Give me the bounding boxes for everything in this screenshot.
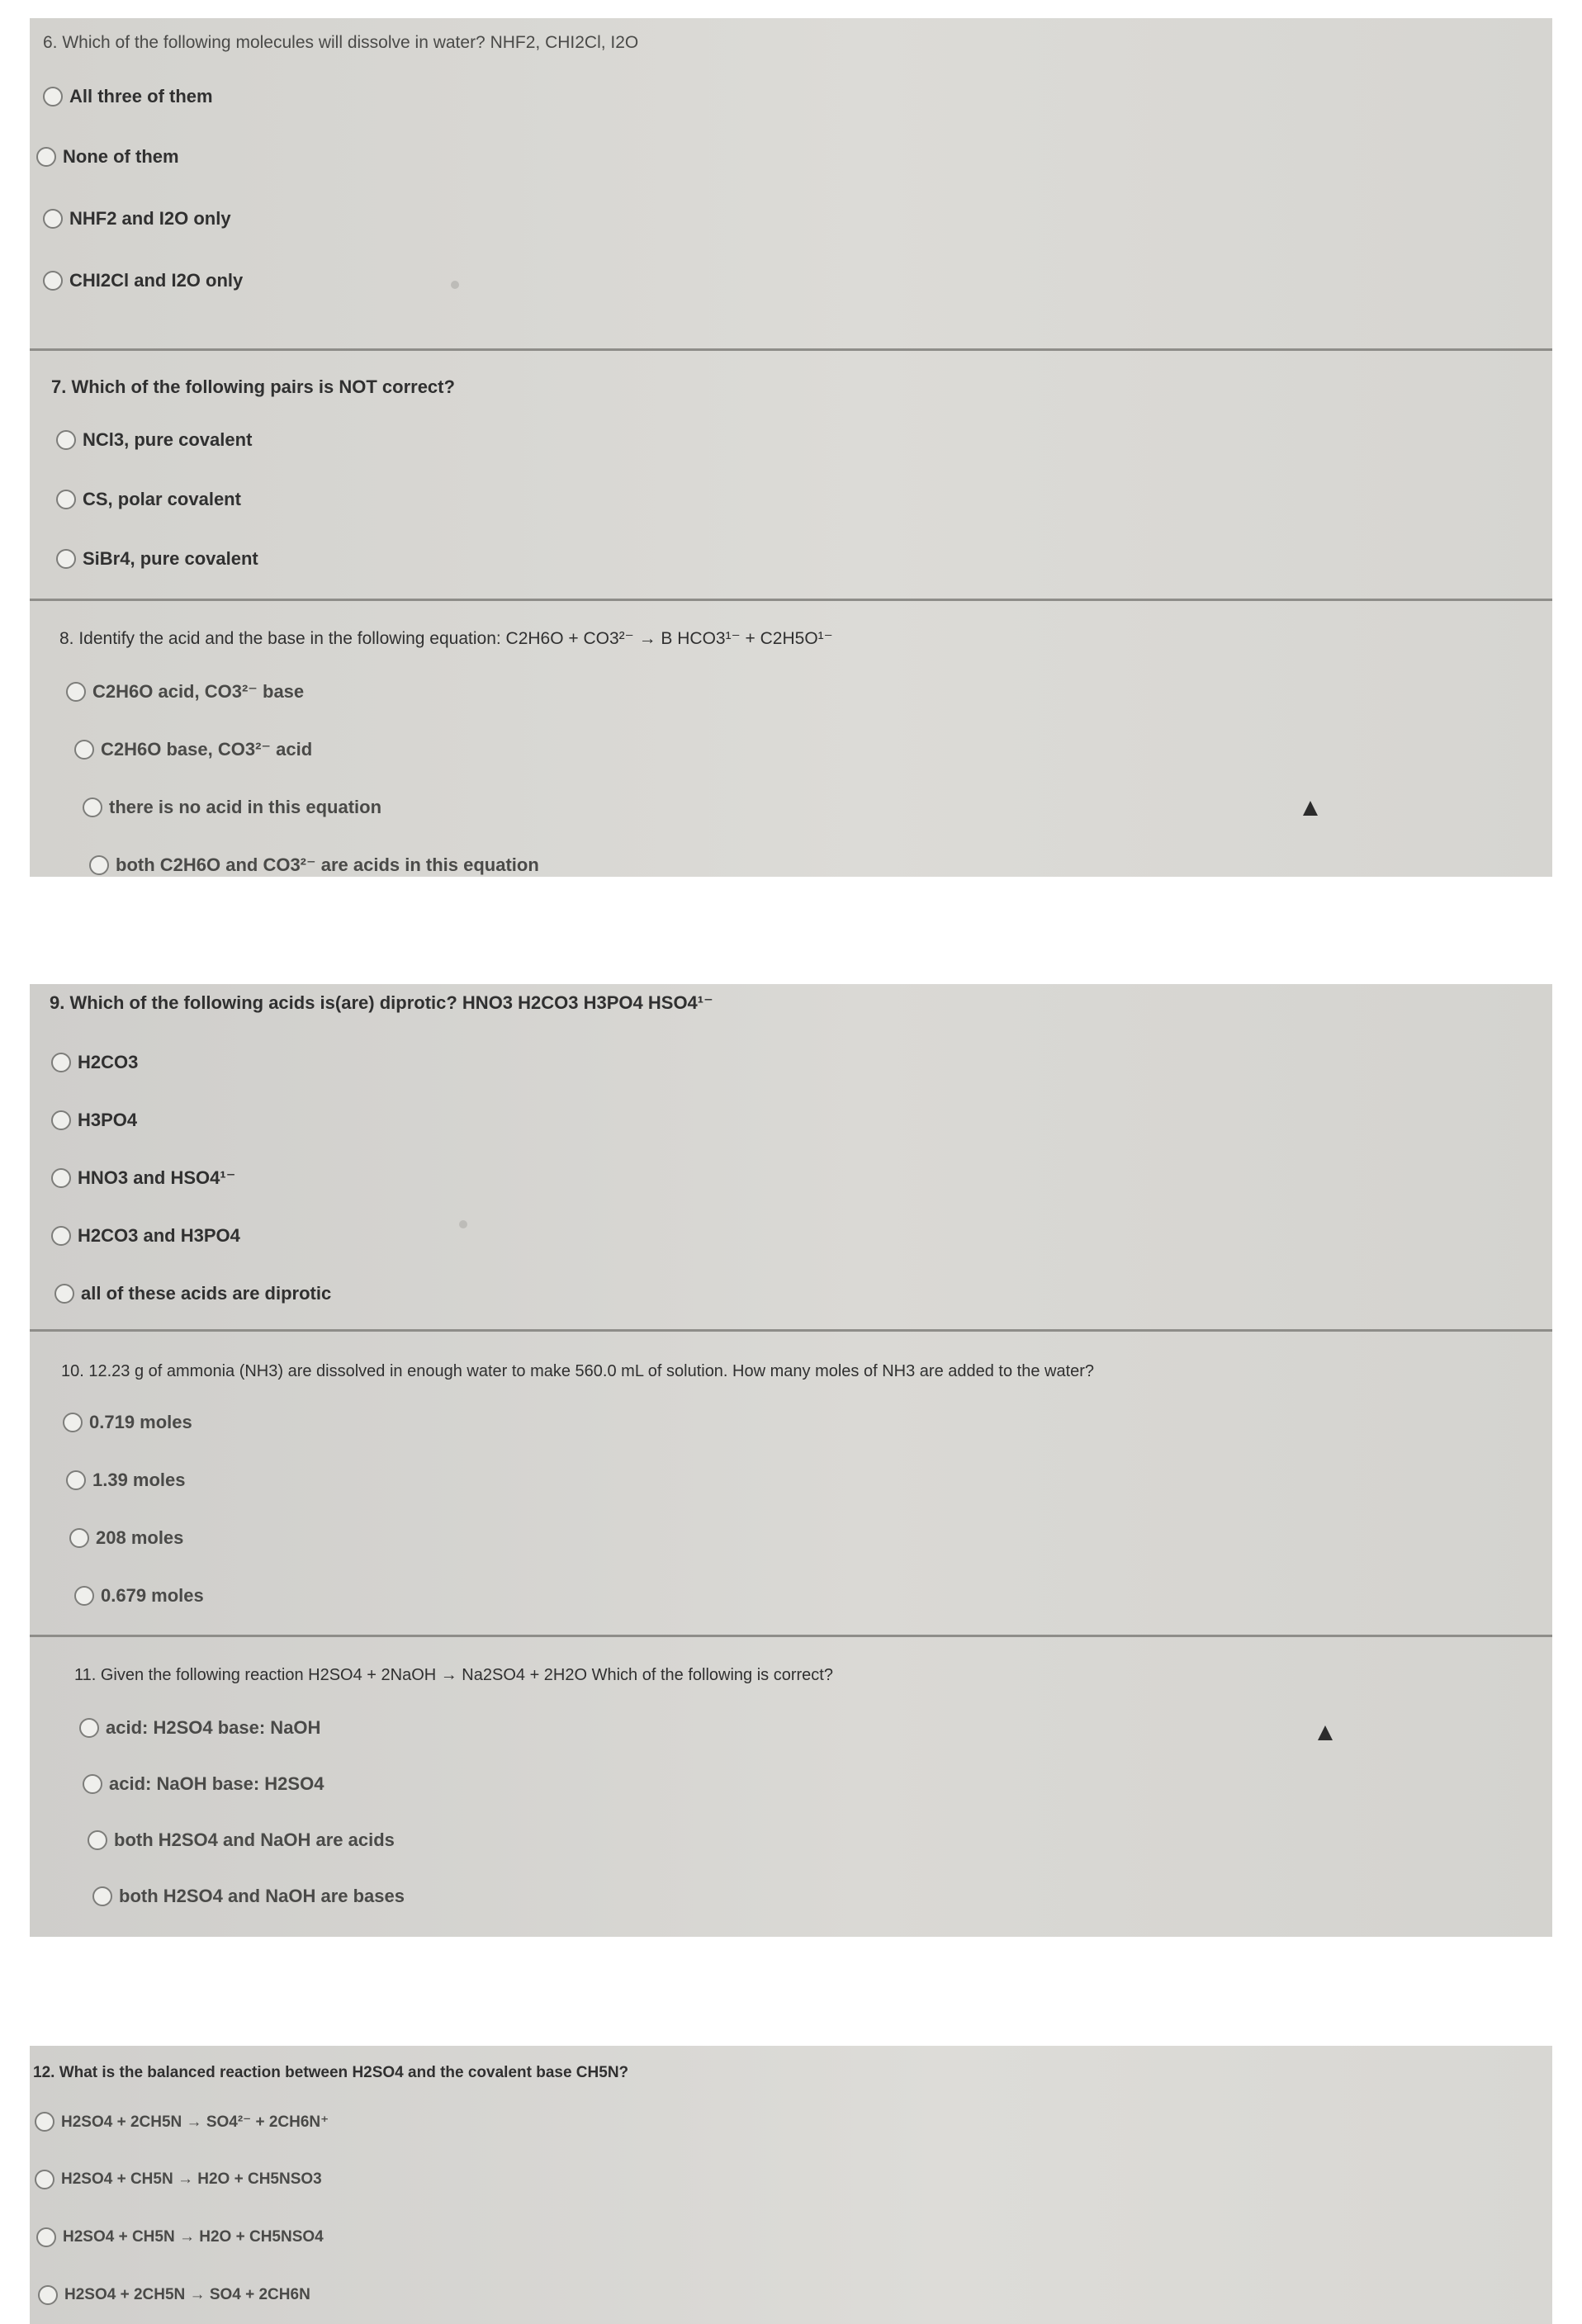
answer-option[interactable] [88, 1829, 395, 1851]
radio-icon[interactable] [56, 490, 76, 509]
radio-icon[interactable] [35, 2112, 54, 2132]
radio-icon[interactable] [51, 1053, 71, 1072]
radio-icon[interactable] [83, 1774, 102, 1794]
answer-option[interactable] [56, 489, 241, 510]
answer-option[interactable] [74, 1585, 204, 1607]
option-label: SiBr4, pure covalent [83, 548, 258, 569]
screenshot-panel-1 [30, 18, 1552, 877]
answer-option[interactable] [51, 1225, 240, 1247]
screenshot-panel-2 [30, 984, 1552, 1937]
question-prompt: 8. Identify the acid and the base in the following equation: C2H6O + CO3²⁻ → B HCO3¹⁻ + C2H5O¹⁻ [59, 629, 833, 648]
answer-option[interactable] [51, 1110, 137, 1131]
radio-icon[interactable] [51, 1226, 71, 1246]
answer-option[interactable] [43, 270, 243, 291]
question-prompt: 12. What is the balanced reaction between H2SO4 and the covalent base CH5N? [33, 2064, 629, 2081]
answer-option[interactable] [43, 86, 213, 107]
radio-icon[interactable] [83, 798, 102, 817]
option-label: H2SO4 + 2CH5N → SO4²⁻ + 2CH6N⁺ [61, 2113, 329, 2131]
option-label: acid: H2SO4 base: NaOH [106, 1717, 321, 1738]
question-prompt: 6. Which of the following molecules will dissolve in water? NHF2, CHI2Cl, I2O [43, 33, 639, 52]
radio-icon[interactable] [43, 271, 63, 291]
option-label: acid: NaOH base: H2SO4 [109, 1773, 324, 1794]
option-label: 0.719 moles [89, 1412, 192, 1432]
answer-option[interactable] [79, 1717, 320, 1739]
question-divider [30, 1635, 1552, 1637]
option-label: H2CO3 [78, 1052, 139, 1072]
radio-icon[interactable] [43, 209, 63, 229]
radio-icon[interactable] [89, 855, 109, 875]
answer-option[interactable] [56, 429, 252, 451]
smudge-mark [451, 281, 459, 289]
radio-icon[interactable] [56, 430, 76, 450]
question-divider [30, 1329, 1552, 1332]
option-label: C2H6O base, CO3²⁻ acid [101, 739, 313, 760]
question-prompt: 10. 12.23 g of ammonia (NH3) are dissolved in enough water to make 560.0 mL of solution. How many moles of NH3 are added to the water? [61, 1362, 1095, 1380]
radio-icon[interactable] [66, 1470, 86, 1490]
question-divider [30, 348, 1552, 351]
option-label: HNO3 and HSO4¹⁻ [78, 1167, 236, 1188]
option-label: C2H6O acid, CO3²⁻ base [92, 681, 305, 702]
radio-icon[interactable] [51, 1110, 71, 1130]
radio-icon[interactable] [38, 2285, 58, 2305]
option-label: 1.39 moles [92, 1470, 186, 1490]
radio-icon[interactable] [36, 2227, 56, 2247]
radio-icon[interactable] [79, 1718, 99, 1738]
option-label: both H2SO4 and NaOH are bases [119, 1886, 405, 1906]
option-label: H2CO3 and H3PO4 [78, 1225, 240, 1246]
screenshot-panel-3 [30, 2046, 1552, 2324]
answer-option[interactable] [89, 854, 539, 876]
question-prompt: 7. Which of the following pairs is NOT correct? [51, 376, 455, 397]
radio-icon[interactable] [35, 2170, 54, 2189]
smudge-mark [459, 1220, 467, 1228]
answer-option[interactable] [83, 1773, 324, 1795]
answer-option[interactable] [43, 208, 231, 230]
option-label: all of these acids are diprotic [81, 1283, 332, 1304]
radio-icon[interactable] [36, 147, 56, 167]
radio-icon[interactable] [66, 682, 86, 702]
radio-icon[interactable] [63, 1413, 83, 1432]
radio-icon[interactable] [54, 1284, 74, 1304]
option-label: CHI2Cl and I2O only [69, 270, 244, 291]
answer-option[interactable] [92, 1886, 405, 1907]
option-label: H2SO4 + 2CH5N → SO4 + 2CH6N [64, 2286, 310, 2303]
question-prompt: 9. Which of the following acids is(are) diprotic? HNO3 H2CO3 H3PO4 HSO4¹⁻ [50, 992, 713, 1013]
option-label: 208 moles [96, 1527, 184, 1548]
question-divider [30, 599, 1552, 601]
mouse-cursor-icon [1318, 1725, 1333, 1740]
answer-option[interactable] [51, 1167, 235, 1189]
option-label: H2SO4 + CH5N → H2O + CH5NSO4 [63, 2228, 324, 2246]
radio-icon[interactable] [92, 1886, 112, 1906]
radio-icon[interactable] [74, 1586, 94, 1606]
answer-option[interactable] [38, 2285, 310, 2305]
answer-option[interactable] [66, 1470, 186, 1491]
answer-option[interactable] [63, 1412, 192, 1433]
answer-option[interactable] [74, 739, 312, 760]
question-prompt: 11. Given the following reaction H2SO4 + 2NaOH → Na2SO4 + 2H2O Which of the following is correct? [74, 1666, 833, 1684]
radio-icon[interactable] [74, 740, 94, 760]
option-label: 0.679 moles [101, 1585, 204, 1606]
option-label: None of them [63, 146, 179, 167]
radio-icon[interactable] [56, 549, 76, 569]
option-label: H2SO4 + CH5N → H2O + CH5NSO3 [61, 2170, 322, 2188]
answer-option[interactable] [35, 2112, 329, 2132]
answer-option[interactable] [54, 1283, 331, 1304]
radio-icon[interactable] [51, 1168, 71, 1188]
option-label: All three of them [69, 86, 213, 106]
answer-option[interactable] [51, 1052, 138, 1073]
radio-icon[interactable] [69, 1528, 89, 1548]
option-label: H3PO4 [78, 1110, 138, 1130]
option-label: there is no acid in this equation [109, 797, 382, 817]
option-label: both C2H6O and CO3²⁻ are acids in this equation [116, 854, 539, 875]
answer-option[interactable] [83, 797, 381, 818]
option-label: NCl3, pure covalent [83, 429, 253, 450]
answer-option[interactable] [35, 2170, 322, 2189]
radio-icon[interactable] [88, 1830, 107, 1850]
answer-option[interactable] [56, 548, 258, 570]
answer-option[interactable] [66, 681, 304, 703]
option-label: both H2SO4 and NaOH are acids [114, 1829, 395, 1850]
answer-option[interactable] [36, 2227, 324, 2247]
option-label: CS, polar covalent [83, 489, 241, 509]
radio-icon[interactable] [43, 87, 63, 106]
answer-option[interactable] [36, 146, 179, 168]
mouse-cursor-icon [1303, 801, 1318, 816]
option-label: NHF2 and I2O only [69, 208, 231, 229]
answer-option[interactable] [69, 1527, 183, 1549]
